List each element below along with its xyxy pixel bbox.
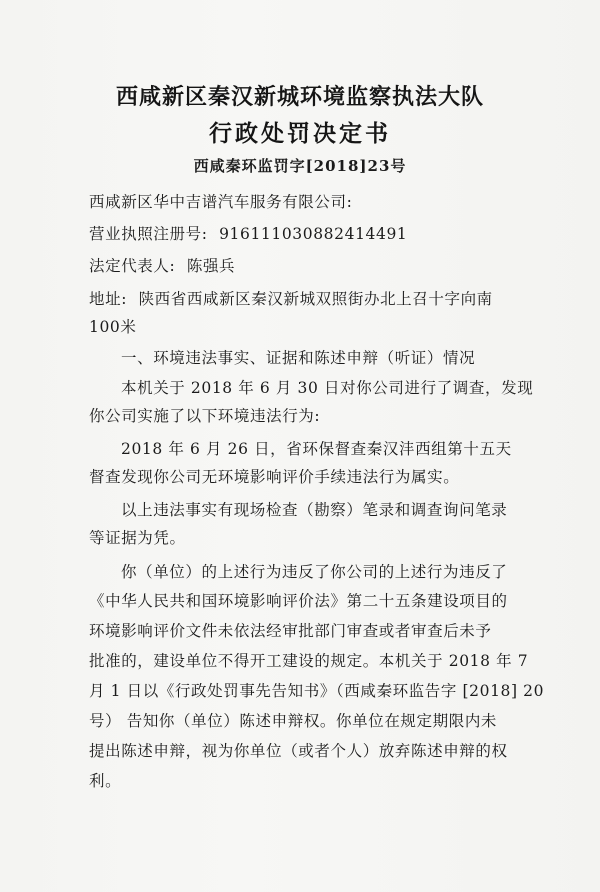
- license-label: 营业执照注册号:: [89, 225, 208, 243]
- address-value-line1: 陕西省西咸新区秦汉新城双照街办北上召十字向南: [138, 290, 493, 308]
- document-title-line2: 行政处罚决定书: [209, 121, 391, 147]
- para4-line2: 《中华人民共和国环境影响评价法》第二十五条建设项目的: [89, 592, 508, 610]
- para3-line1: 以上违法事实有现场检查（勘察）笔录和调查询问笔录: [121, 501, 508, 519]
- para4-line8: 利。: [89, 772, 122, 790]
- para4-line5: 月 1 日以《行政处罚事先告知书》（西咸秦环监告字 [2018] 20: [89, 682, 545, 700]
- address-label: 地址:: [89, 290, 128, 308]
- para2-line1: 2018 年 6 月 26 日，省环保督查秦汉沣西组第十五天: [121, 440, 512, 458]
- document-title-line1: 西咸新区秦汉新城环境监察执法大队: [115, 85, 484, 110]
- para1-line1: 本机关于 2018 年 6 月 30 日对你公司进行了调查，发现: [121, 379, 534, 397]
- license-row: [89, 222, 407, 244]
- party-name: 西咸新区华中吉谱汽车服务有限公司:: [89, 193, 353, 211]
- document-number: 西咸秦环监罚字[2018]23号: [193, 157, 407, 175]
- para3-line2: 等证据为凭。: [89, 529, 186, 547]
- representative-label: 法定代表人:: [89, 257, 176, 275]
- representative-value: 陈强兵: [186, 257, 236, 275]
- para4-line7: 提出陈述申辩，视为你单位（或者个人）放弃陈述申辩的权: [89, 742, 508, 760]
- license-value: 916111030882414491: [219, 225, 408, 243]
- section1-heading: 一、环境违法事实、证据和陈述申辩（听证）情况: [121, 349, 476, 367]
- para4-line1: 你（单位）的上述行为违反了你公司的上述行为违反了: [121, 563, 508, 581]
- para1-line2: 你公司实施了以下环境违法行为:: [89, 407, 321, 425]
- para4-line6: 号） 告知你（单位）陈述申辩权。你单位在规定期限内未: [89, 712, 498, 730]
- address-value-line2: 100米: [89, 318, 137, 336]
- representative-row: [89, 254, 235, 276]
- para4-line3: 环境影响评价文件未依法经审批部门审查或者审查后未予: [89, 622, 492, 640]
- para4-line4: 批准的，建设单位不得开工建设的规定。本机关于 2018 年 7: [89, 652, 529, 670]
- para2-line2: 督查发现你公司无环境影响评价手续违法行为属实。: [89, 468, 460, 486]
- address-row: [89, 287, 493, 309]
